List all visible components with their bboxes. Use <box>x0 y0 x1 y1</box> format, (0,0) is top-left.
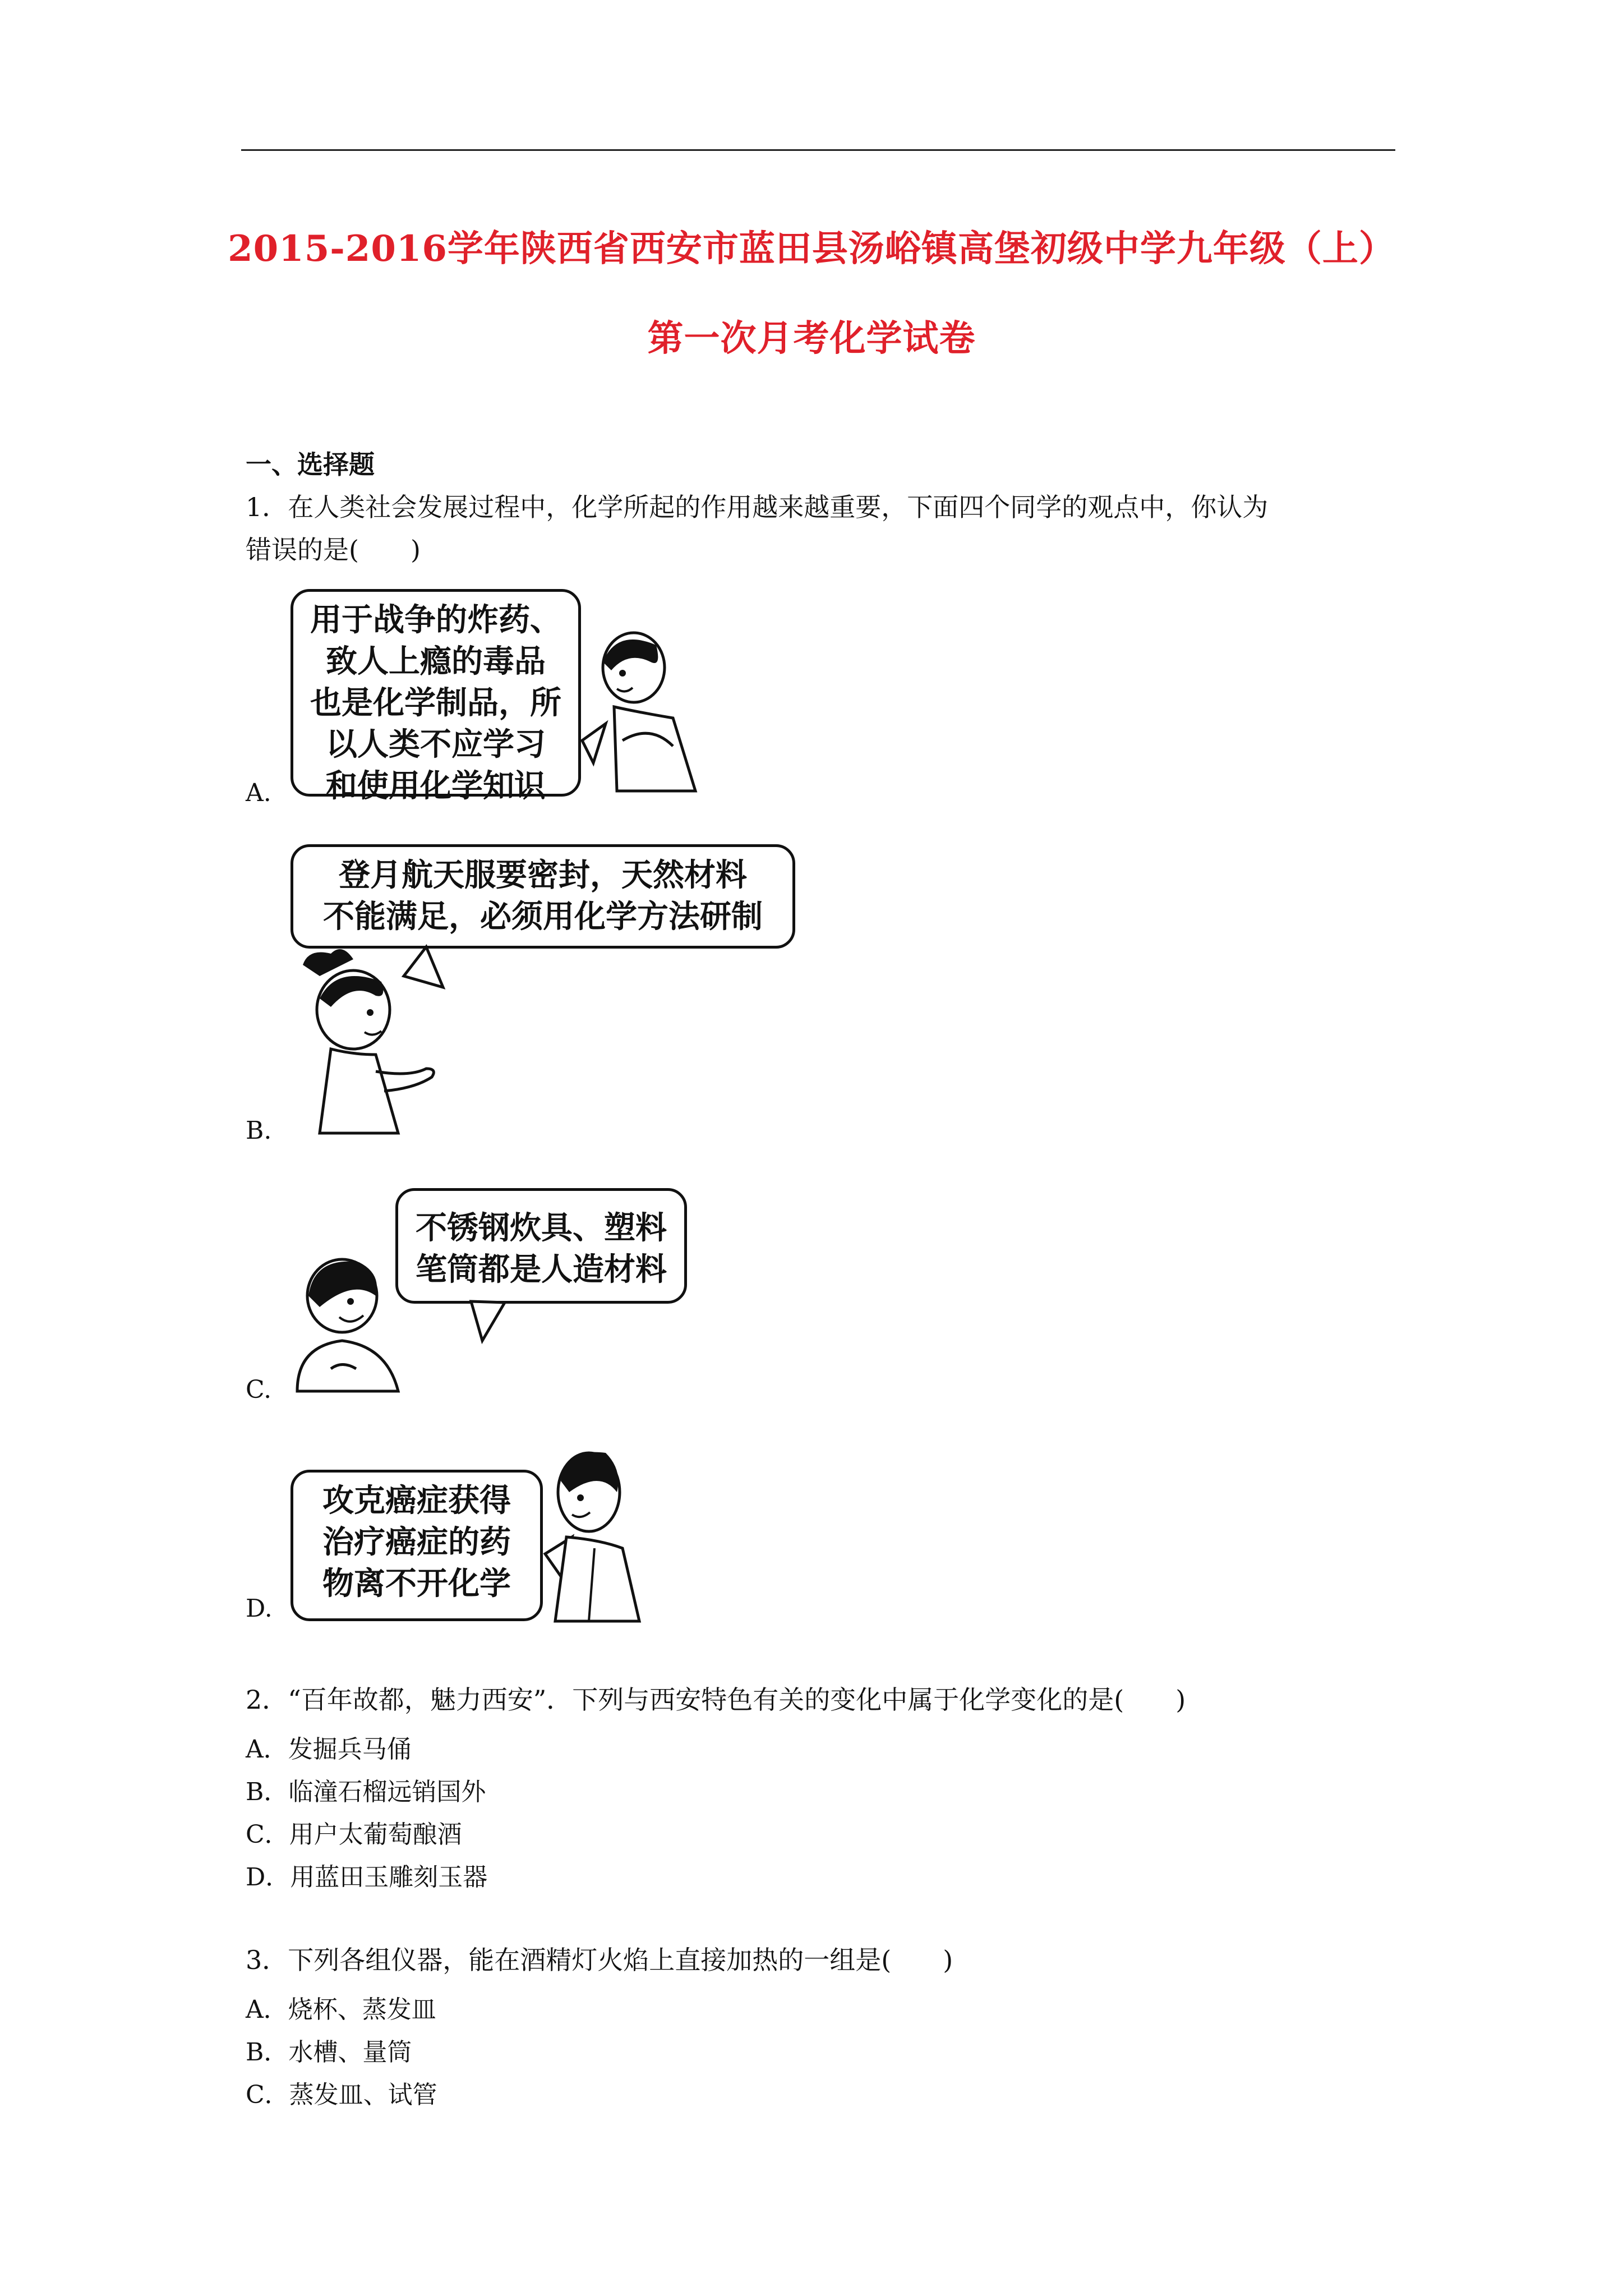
bubble-line: 治疗癌症的药 <box>322 1524 511 1561</box>
q3-option-a: A．烧杯、蒸发皿 <box>246 1995 436 2024</box>
q1-option-d-speech-bubble <box>291 1470 543 1621</box>
q1-option-d-letter: D. <box>246 1594 273 1623</box>
q2-option-c: C．用户太葡萄酿酒 <box>246 1820 462 1849</box>
bubble-line: 登月航天服要密封，天然材料 <box>339 857 747 894</box>
q2-option-b: B．临潼石榴远销国外 <box>246 1778 486 1806</box>
header-rule <box>241 149 1395 151</box>
q1-stem-line-2: 错误的是( ) <box>246 535 421 565</box>
q3-stem: 3．下列各组仪器，能在酒精灯火焰上直接加热的一组是( ) <box>246 1945 953 1975</box>
bubble-line: 和使用化学知识 <box>326 768 546 804</box>
q1-option-a-boy-illustration <box>561 628 729 797</box>
q1-option-c-letter: C. <box>246 1375 272 1404</box>
q1-option-c-boy-illustration <box>286 1257 712 1402</box>
q1-option-a-speech-bubble <box>291 589 581 804</box>
bubble-line: 以人类不应学习 <box>326 726 546 763</box>
bubble-line: 不能满足，必须用化学方法研制 <box>323 899 763 935</box>
bubble-line: 物离不开化学 <box>322 1566 511 1602</box>
bubble-line: 攻克癌症获得 <box>322 1483 511 1519</box>
q1-option-b-letter: B. <box>246 1116 272 1145</box>
bubble-line: 也是化学制品，所 <box>310 685 561 721</box>
q2-option-a: A．发掘兵马俑 <box>246 1735 412 1764</box>
q3-option-c: C．蒸发皿、试管 <box>246 2081 437 2109</box>
q2-stem: 2．“百年故都，魅力西安”．下列与西安特色有关的变化中属于化学变化的是( ) <box>246 1685 1186 1715</box>
q1-option-d-man-illustration <box>527 1442 656 1627</box>
q1-option-b-speech-bubble <box>291 844 795 949</box>
q1-option-a-letter: A. <box>246 779 271 807</box>
q1-stem-line-1: 1．在人类社会发展过程中，化学所起的作用越来越重要，下面四个同学的观点中，你认为 <box>246 492 1269 522</box>
q3-option-b: B．水槽、量筒 <box>246 2038 412 2067</box>
q1-option-b-girl-illustration <box>286 942 488 1144</box>
section-heading: 一、选择题 <box>246 449 375 480</box>
bubble-line: 笔筒都是人造材料 <box>416 1251 667 1288</box>
bubble-line: 致人上瘾的毒品 <box>326 643 546 680</box>
q2-option-d: D．用蓝田玉雕刻玉器 <box>246 1863 488 1892</box>
bubble-line: 用于战争的炸药、 <box>310 602 561 638</box>
exam-title-line-2: 第一次月考化学试卷 <box>647 318 976 360</box>
bubble-line: 不锈钢炊具、塑料 <box>416 1210 667 1246</box>
exam-title-line-1: 2015-2016学年陕西省西安市蓝田县汤峪镇高堡初级中学九年级（上） <box>228 228 1395 270</box>
